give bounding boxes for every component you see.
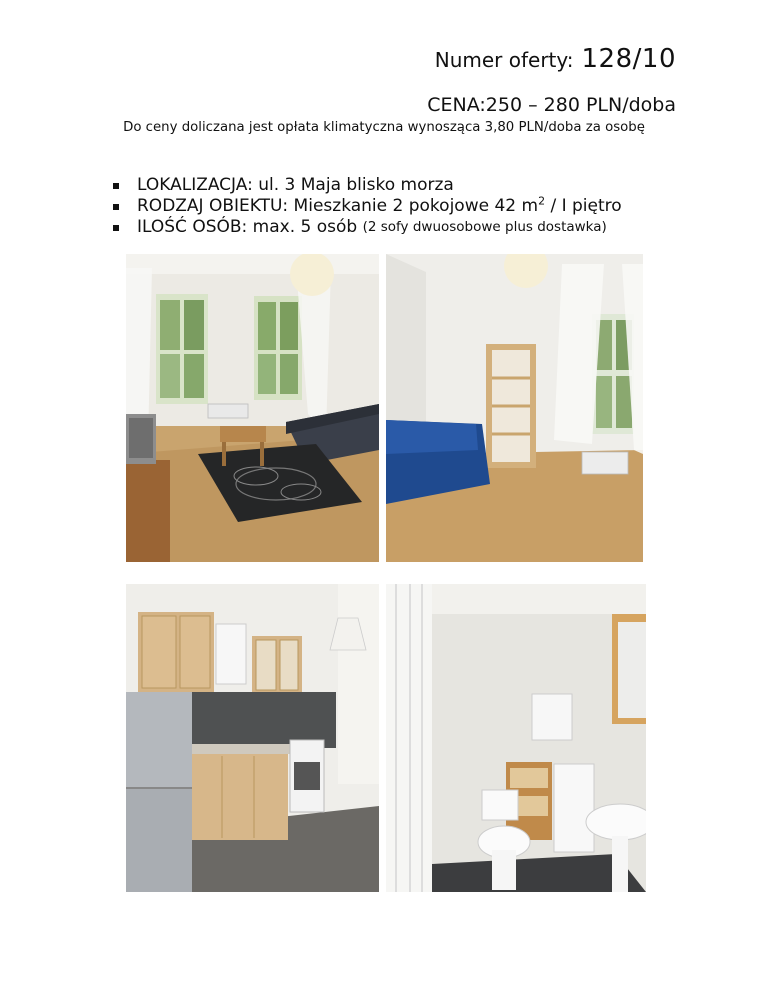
feature-location <box>113 175 622 196</box>
bedroom-photo <box>386 254 643 562</box>
feature-location-text: LOKALIZACJA: ul. 3 Maja blisko morza <box>137 175 454 195</box>
feature-persons <box>113 217 622 238</box>
price: CENA:250 – 280 PLN/doba <box>427 94 676 116</box>
offer-number-line <box>435 44 676 74</box>
feature-persons-note: (2 sofy dwuosobowe plus dostawka) <box>362 219 607 235</box>
kitchen-photo <box>126 584 379 892</box>
bullet-icon <box>113 183 119 189</box>
feature-type <box>113 196 622 217</box>
bathroom-photo <box>386 584 646 892</box>
bullet-icon <box>113 225 119 231</box>
bullet-icon <box>113 204 119 210</box>
living-room-photo <box>126 254 379 562</box>
climate-fee-note: Do ceny doliczana jest opłata klimatyczna wynosząca 3,80 PLN/doba za osobę <box>123 120 645 135</box>
area-unit-exponent: 2 <box>538 194 546 208</box>
offer-number: 128/10 <box>581 44 676 74</box>
feature-type-suffix: / I piętro <box>545 196 622 216</box>
feature-type-prefix: RODZAJ OBIEKTU: Mieszkanie 2 pokojowe 42 m <box>137 196 539 216</box>
offer-label: Numer oferty: <box>434 48 574 72</box>
features-list <box>113 175 622 238</box>
feature-persons-text: ILOŚĆ OSÓB: max. 5 osób <box>137 217 358 237</box>
feature-type-text <box>137 196 622 217</box>
